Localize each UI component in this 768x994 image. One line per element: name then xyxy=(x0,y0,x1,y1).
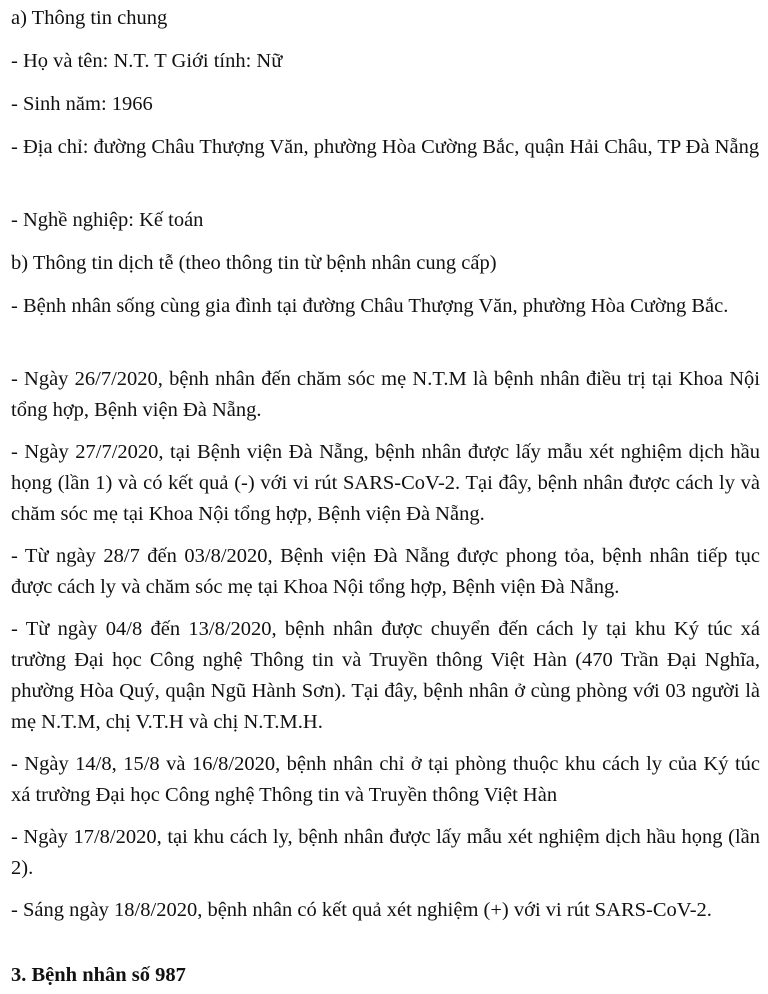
next-patient-heading: 3. Bệnh nhân số 987 xyxy=(11,964,186,986)
epidemiology-item: - Ngày 26/7/2020, bệnh nhân đến chăm sóc mẹ N.T.M là bệnh nhân điều trị tại Khoa Nội tổng hợp, Bệnh viện Đà Nẵng. xyxy=(11,368,760,421)
epidemiology-item: - Ngày 14/8, 15/8 và 16/8/2020, bệnh nhân chỉ ở tại phòng thuộc khu cách ly của Ký túc xá trường Đại học Công nghệ Thông tin và Truyền thông Việt Hàn xyxy=(11,753,760,806)
epidemiology-item: - Từ ngày 04/8 đến 13/8/2020, bệnh nhân được chuyển đến cách ly tại khu Ký túc xá trường Đại học Công nghệ Thông tin và Truyền thông Việt Hàn (470 Trần Đại Nghĩa, phường Hòa Quý, quận Ngũ Hành Sơn). Tại đây, bệnh nhân ở cùng phòng với 03 người là mẹ N.T.M, chị V.T.H và chị N.T.M.H. xyxy=(11,618,760,733)
address-paragraph: - Địa chỉ: đường Châu Thượng Văn, phường Hòa Cường Bắc, quận Hải Châu, TP Đà Nẵng xyxy=(11,136,760,158)
section-a-title: a) Thông tin chung xyxy=(11,7,168,29)
birth-year-line: - Sinh năm: 1966 xyxy=(11,93,153,115)
epidemiology-item: - Từ ngày 28/7 đến 03/8/2020, Bệnh viện Đà Nẵng được phong tỏa, bệnh nhân tiếp tục được cách ly và chăm sóc mẹ tại Khoa Nội tổng hợp, Bệnh viện Đà Nẵng. xyxy=(11,545,760,598)
epidemiology-item: - Ngày 17/8/2020, tại khu cách ly, bệnh nhân được lấy mẫu xét nghiệm dịch hầu họng (lần 2). xyxy=(11,826,760,879)
name-gender-line: - Họ và tên: N.T. T Giới tính: Nữ xyxy=(11,50,283,72)
occupation-line: - Nghề nghiệp: Kế toán xyxy=(11,209,204,231)
epidemiology-item: - Bệnh nhân sống cùng gia đình tại đường Châu Thượng Văn, phường Hòa Cường Bắc. xyxy=(11,295,729,317)
epidemiology-item: - Ngày 27/7/2020, tại Bệnh viện Đà Nẵng, bệnh nhân được lấy mẫu xét nghiệm dịch hầu họng (lần 1) và có kết quả (-) với vi rút SARS-CoV-2. Tại đây, bệnh nhân được cách ly và chăm sóc mẹ tại Khoa Nội tổng hợp, Bệnh viện Đà Nẵng. xyxy=(11,441,760,525)
section-b-title: b) Thông tin dịch tễ (theo thông tin từ bệnh nhân cung cấp) xyxy=(11,252,497,274)
epidemiology-item: - Sáng ngày 18/8/2020, bệnh nhân có kết quả xét nghiệm (+) với vi rút SARS-CoV-2. xyxy=(11,899,712,921)
